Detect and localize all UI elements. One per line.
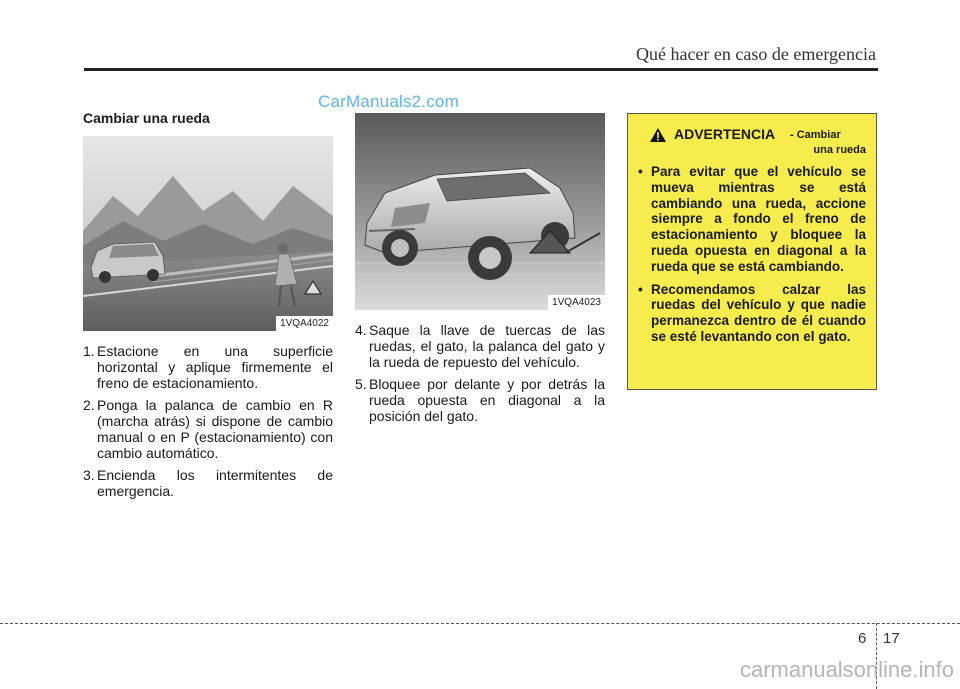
footer-rule [0, 623, 960, 624]
section-title: Cambiar una rueda [83, 110, 210, 126]
watermark-link-bottom[interactable]: carmanualsonline.info [739, 657, 954, 682]
header-rule [84, 68, 878, 71]
warning-subtitle-line2: una rueda [813, 144, 866, 156]
step-text: Bloquee por delante y por detrás la rueda opuesta en diagonal a la posición del gato. [369, 376, 605, 424]
figure-hazard-scene [83, 136, 333, 331]
list-item [83, 397, 333, 461]
list-item [638, 164, 866, 275]
steps-list-middle [355, 322, 605, 424]
step-number: 1. [83, 343, 95, 359]
step-number: 2. [83, 397, 95, 413]
roadside-illustration [83, 136, 333, 331]
list-item [355, 322, 605, 370]
list-item [83, 467, 333, 499]
list-item [83, 343, 333, 391]
figure-jack-scene [355, 113, 605, 310]
chapter-number: 6 [858, 630, 867, 647]
suv-jack-illustration [355, 113, 605, 310]
bullet: • [638, 164, 643, 179]
bullet: • [638, 281, 643, 297]
warning-list [638, 164, 866, 345]
step-text: Estacione en una superficie horizontal y aplique firmemente el freno de estacionamiento. [97, 343, 333, 391]
watermark-link-top[interactable]: CarManuals2.com [318, 92, 459, 111]
step-text: Saque la llave de tuercas de las ruedas, el gato, la palanca del gato y la rueda de repuesto del vehículo. [369, 322, 605, 370]
warning-subtitle-line1: - Cambiar [790, 129, 841, 141]
step-number: 4. [355, 322, 367, 338]
step-number: 3. [83, 467, 95, 483]
column-left [83, 110, 333, 505]
list-item [355, 376, 605, 424]
page-number: 17 [883, 630, 900, 647]
step-text: Encienda los intermitentes de emergencia. [97, 467, 333, 499]
warning-item-text: Para evitar que el vehículo se mueva mientras se está cambiando una rueda, accione siempre a fondo el freno de estacionamiento y bloquee la rueda opuesta en diagonal a la rueda que se está cambiando. [651, 164, 866, 274]
column-middle [355, 113, 605, 430]
warning-box [627, 113, 877, 390]
figure-code: 1VQA4022 [276, 316, 333, 331]
warning-header [638, 126, 866, 164]
steps-list-left [83, 343, 333, 499]
warning-triangle-icon [650, 128, 666, 147]
warning-title: ADVERTENCIA [674, 126, 776, 142]
figure-code: 1VQA4023 [548, 295, 605, 310]
running-header-title: Qué hacer en caso de emergencia [635, 44, 876, 64]
list-item [638, 282, 866, 345]
step-number: 5. [355, 376, 367, 392]
warning-item-text: Recomendamos calzar las ruedas del vehículo y que nadie permanezca dentro de él cuando se esté levantando con el gato. [651, 281, 866, 344]
step-text: Ponga la palanca de cambio en R (marcha atrás) si dispone de cambio manual o en P (estacionamiento) con cambio automático. [97, 397, 333, 461]
